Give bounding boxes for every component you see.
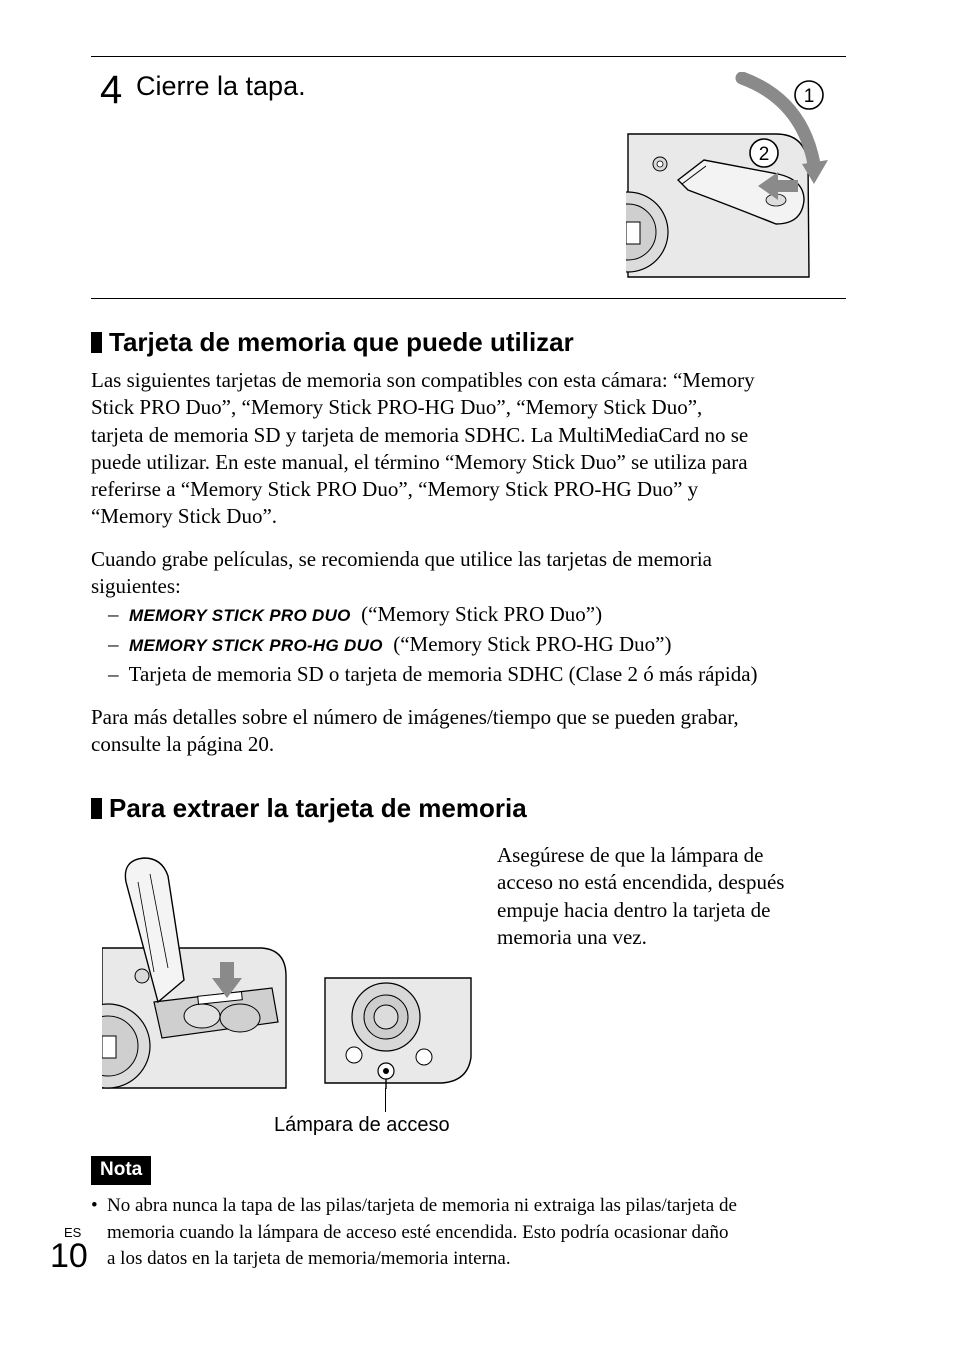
- step-number: 4: [100, 68, 123, 112]
- memory-stick-pro-hg-duo-logo: MEMORY STICK PRO-HG DUO: [129, 636, 383, 655]
- recommendation-paragraph: Cuando grabe películas, se recomienda que utilice las tarjetas de memoria siguientes:: [91, 547, 713, 599]
- note-text: No abra nunca la tapa de las pilas/tarjeta de memoria ni extraiga las pilas/tarjeta de memoria cuando la lámpara de acceso esté encendida. Esto podría ocasionar daño a los datos en la tarjeta de memoria/memoria interna.: [107, 1195, 737, 1269]
- section-heading-remove-card: Para extraer la tarjeta de memoria: [91, 792, 527, 824]
- recommended-cards-list: [108, 600, 858, 689]
- access-lamp-leader-line: [385, 1088, 386, 1112]
- callout-2: 2: [758, 144, 770, 165]
- heading-marker-icon: [91, 798, 102, 819]
- list-item: – MEMORY STICK PRO-HG DUO (“Memory Stick PRO-HG Duo”): [108, 632, 672, 656]
- note-bullet: •: [91, 1195, 98, 1216]
- compatibility-paragraph: Las siguientes tarjetas de memoria son compatibles con esta cámara: “Memory Stick PRO Duo”, “Memory Stick PRO-HG Duo”, “Memory Stick Duo”, tarjeta de memoria SD y tarjeta de memoria SDHC. La MultiMediaCard no se puede utilizar. En este manual, el término “Memory Stick Duo” se utiliza para referirse a “Memory Stick PRO Duo”, “Memory Stick PRO-HG Duo” y “Memory Stick Duo”.: [91, 368, 755, 529]
- close-lid-illustration: [626, 72, 832, 280]
- page-number: 10: [50, 1237, 88, 1275]
- callout-1: 1: [803, 86, 815, 107]
- open-compartment-illustration: [102, 852, 290, 1090]
- note-badge: Nota: [91, 1156, 151, 1185]
- memory-stick-pro-duo-logo: MEMORY STICK PRO DUO: [129, 606, 351, 625]
- details-paragraph: Para más detalles sobre el número de imágenes/tiempo que se pueden grabar, consulte la página 20.: [91, 705, 739, 757]
- top-rule: [91, 56, 846, 57]
- section-rule: [91, 298, 846, 299]
- list-item: – MEMORY STICK PRO DUO (“Memory Stick PRO Duo”): [108, 602, 603, 626]
- heading-marker-icon: [91, 332, 102, 353]
- remove-card-instructions: Asegúrese de que la lámpara de acceso no está encendida, después empuje hacia dentro la tarjeta de memoria una vez.: [497, 843, 785, 949]
- access-lamp-label: Lámpara de acceso: [274, 1114, 450, 1136]
- section-heading-memory-cards: Tarjeta de memoria que puede utilizar: [91, 326, 574, 358]
- language-code: ES: [64, 1225, 82, 1240]
- step-text: Cierre la tapa.: [136, 71, 306, 101]
- access-lamp-illustration: [324, 977, 474, 1089]
- list-item: – Tarjeta de memoria SD o tarjeta de memoria SDHC (Clase 2 ó más rápida): [108, 662, 758, 686]
